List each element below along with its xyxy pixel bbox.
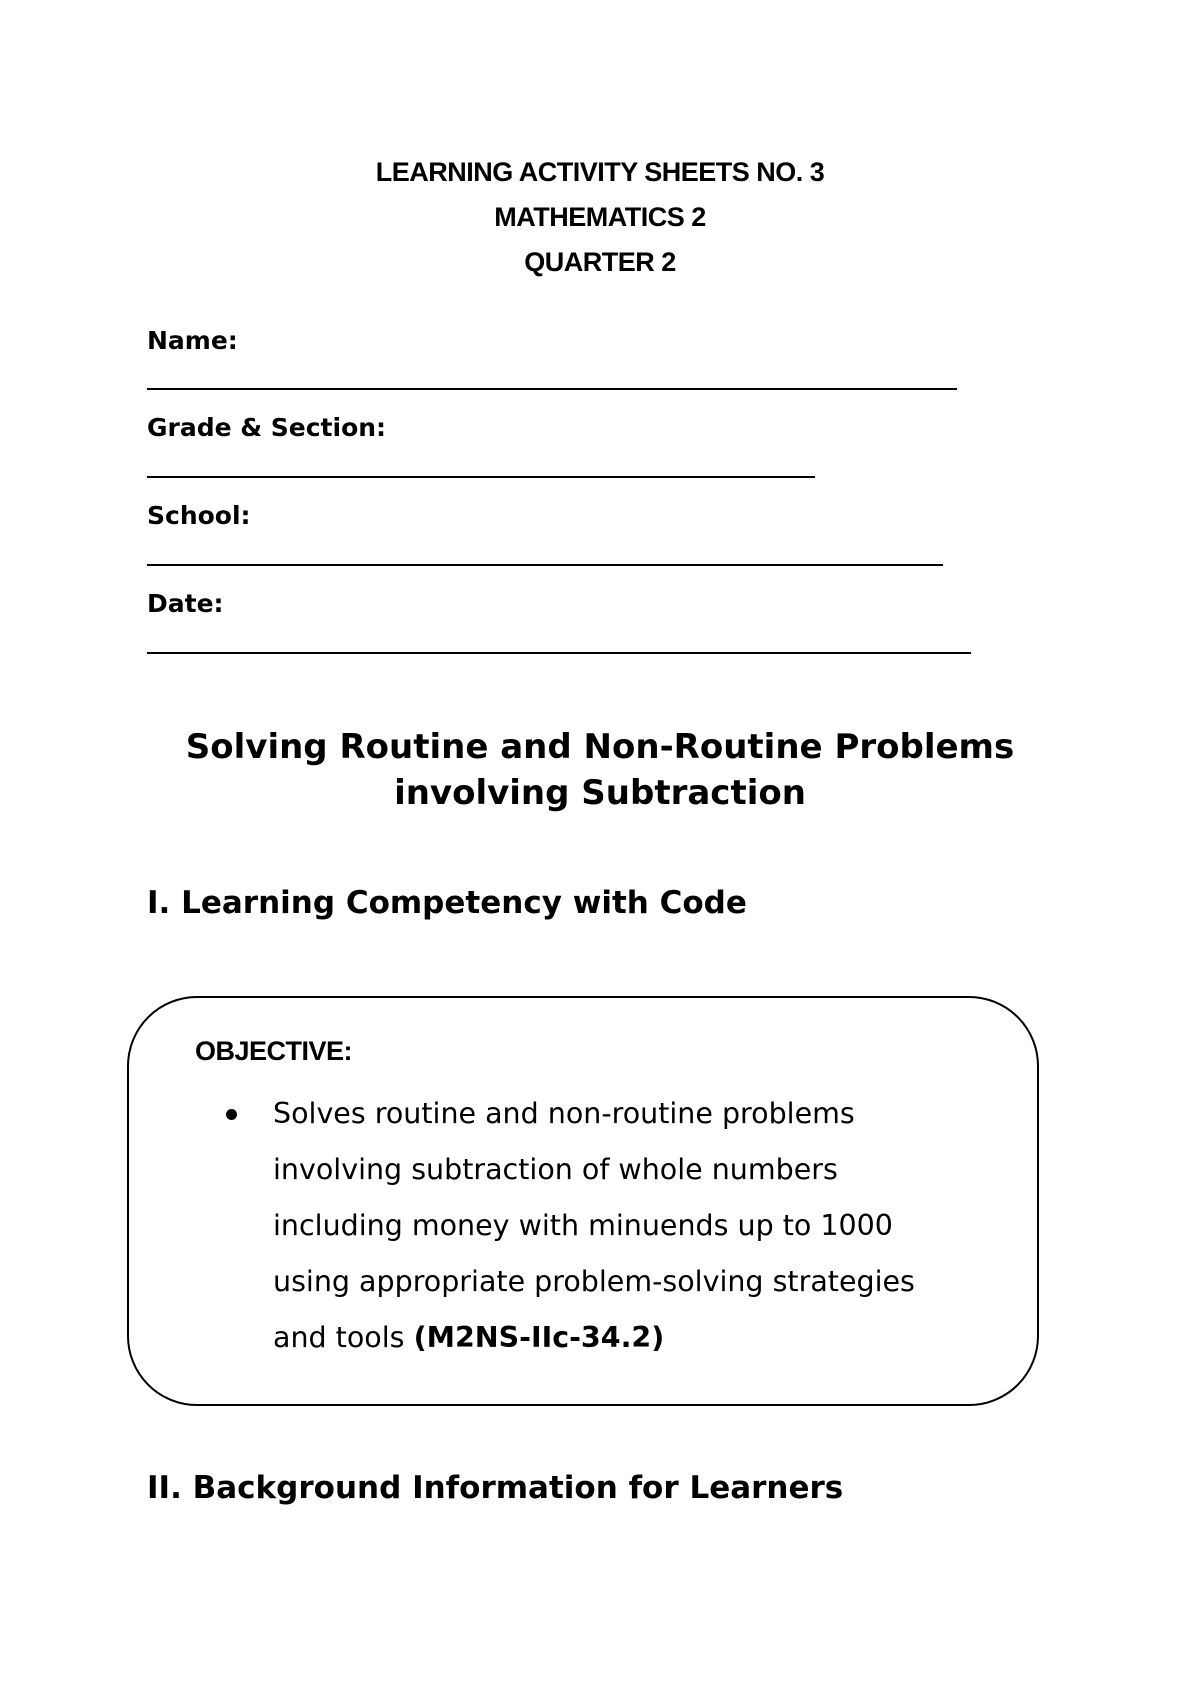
competency-code: (M2NS-IIc-34.2) — [413, 1321, 665, 1354]
subject: MATHEMATICS 2 — [494, 202, 706, 232]
background-heading: II. Background Information for Learners — [147, 1470, 844, 1506]
objective-line-4: using appropriate problem-solving strategies — [273, 1265, 915, 1298]
objective-box — [127, 996, 1039, 1406]
title-line-1: Solving Routine and Non-Routine Problems — [185, 727, 1015, 767]
grade-section-blank-line[interactable] — [147, 476, 815, 478]
bullet-icon — [226, 1109, 237, 1120]
objective-line-5-text: and tools — [273, 1321, 414, 1354]
objective-line-5 — [273, 1310, 1009, 1366]
quarter: QUARTER 2 — [524, 247, 676, 277]
objective-line-3: including money with minuends up to 1000 — [273, 1209, 893, 1242]
sheet-header — [0, 150, 1200, 285]
school-blank-line[interactable] — [147, 564, 943, 566]
title-line-2: involving Subtraction — [394, 773, 806, 813]
competency-heading: I. Learning Competency with Code — [147, 885, 747, 921]
name-label: Name: — [147, 326, 238, 355]
school-label: School: — [147, 501, 251, 530]
document-title — [0, 724, 1200, 816]
name-blank-line[interactable] — [147, 388, 957, 390]
objective-list — [209, 1086, 1009, 1366]
objective-line-1: Solves routine and non-routine problems — [273, 1097, 855, 1130]
grade-section-label: Grade & Section: — [147, 413, 387, 442]
objective-label: OBJECTIVE: — [195, 1036, 353, 1066]
objective-item — [209, 1086, 1009, 1366]
date-blank-line[interactable] — [147, 652, 971, 654]
sheet-number: LEARNING ACTIVITY SHEETS NO. 3 — [375, 157, 825, 187]
objective-line-2: involving subtraction of whole numbers — [273, 1153, 838, 1186]
date-label: Date: — [147, 589, 224, 618]
